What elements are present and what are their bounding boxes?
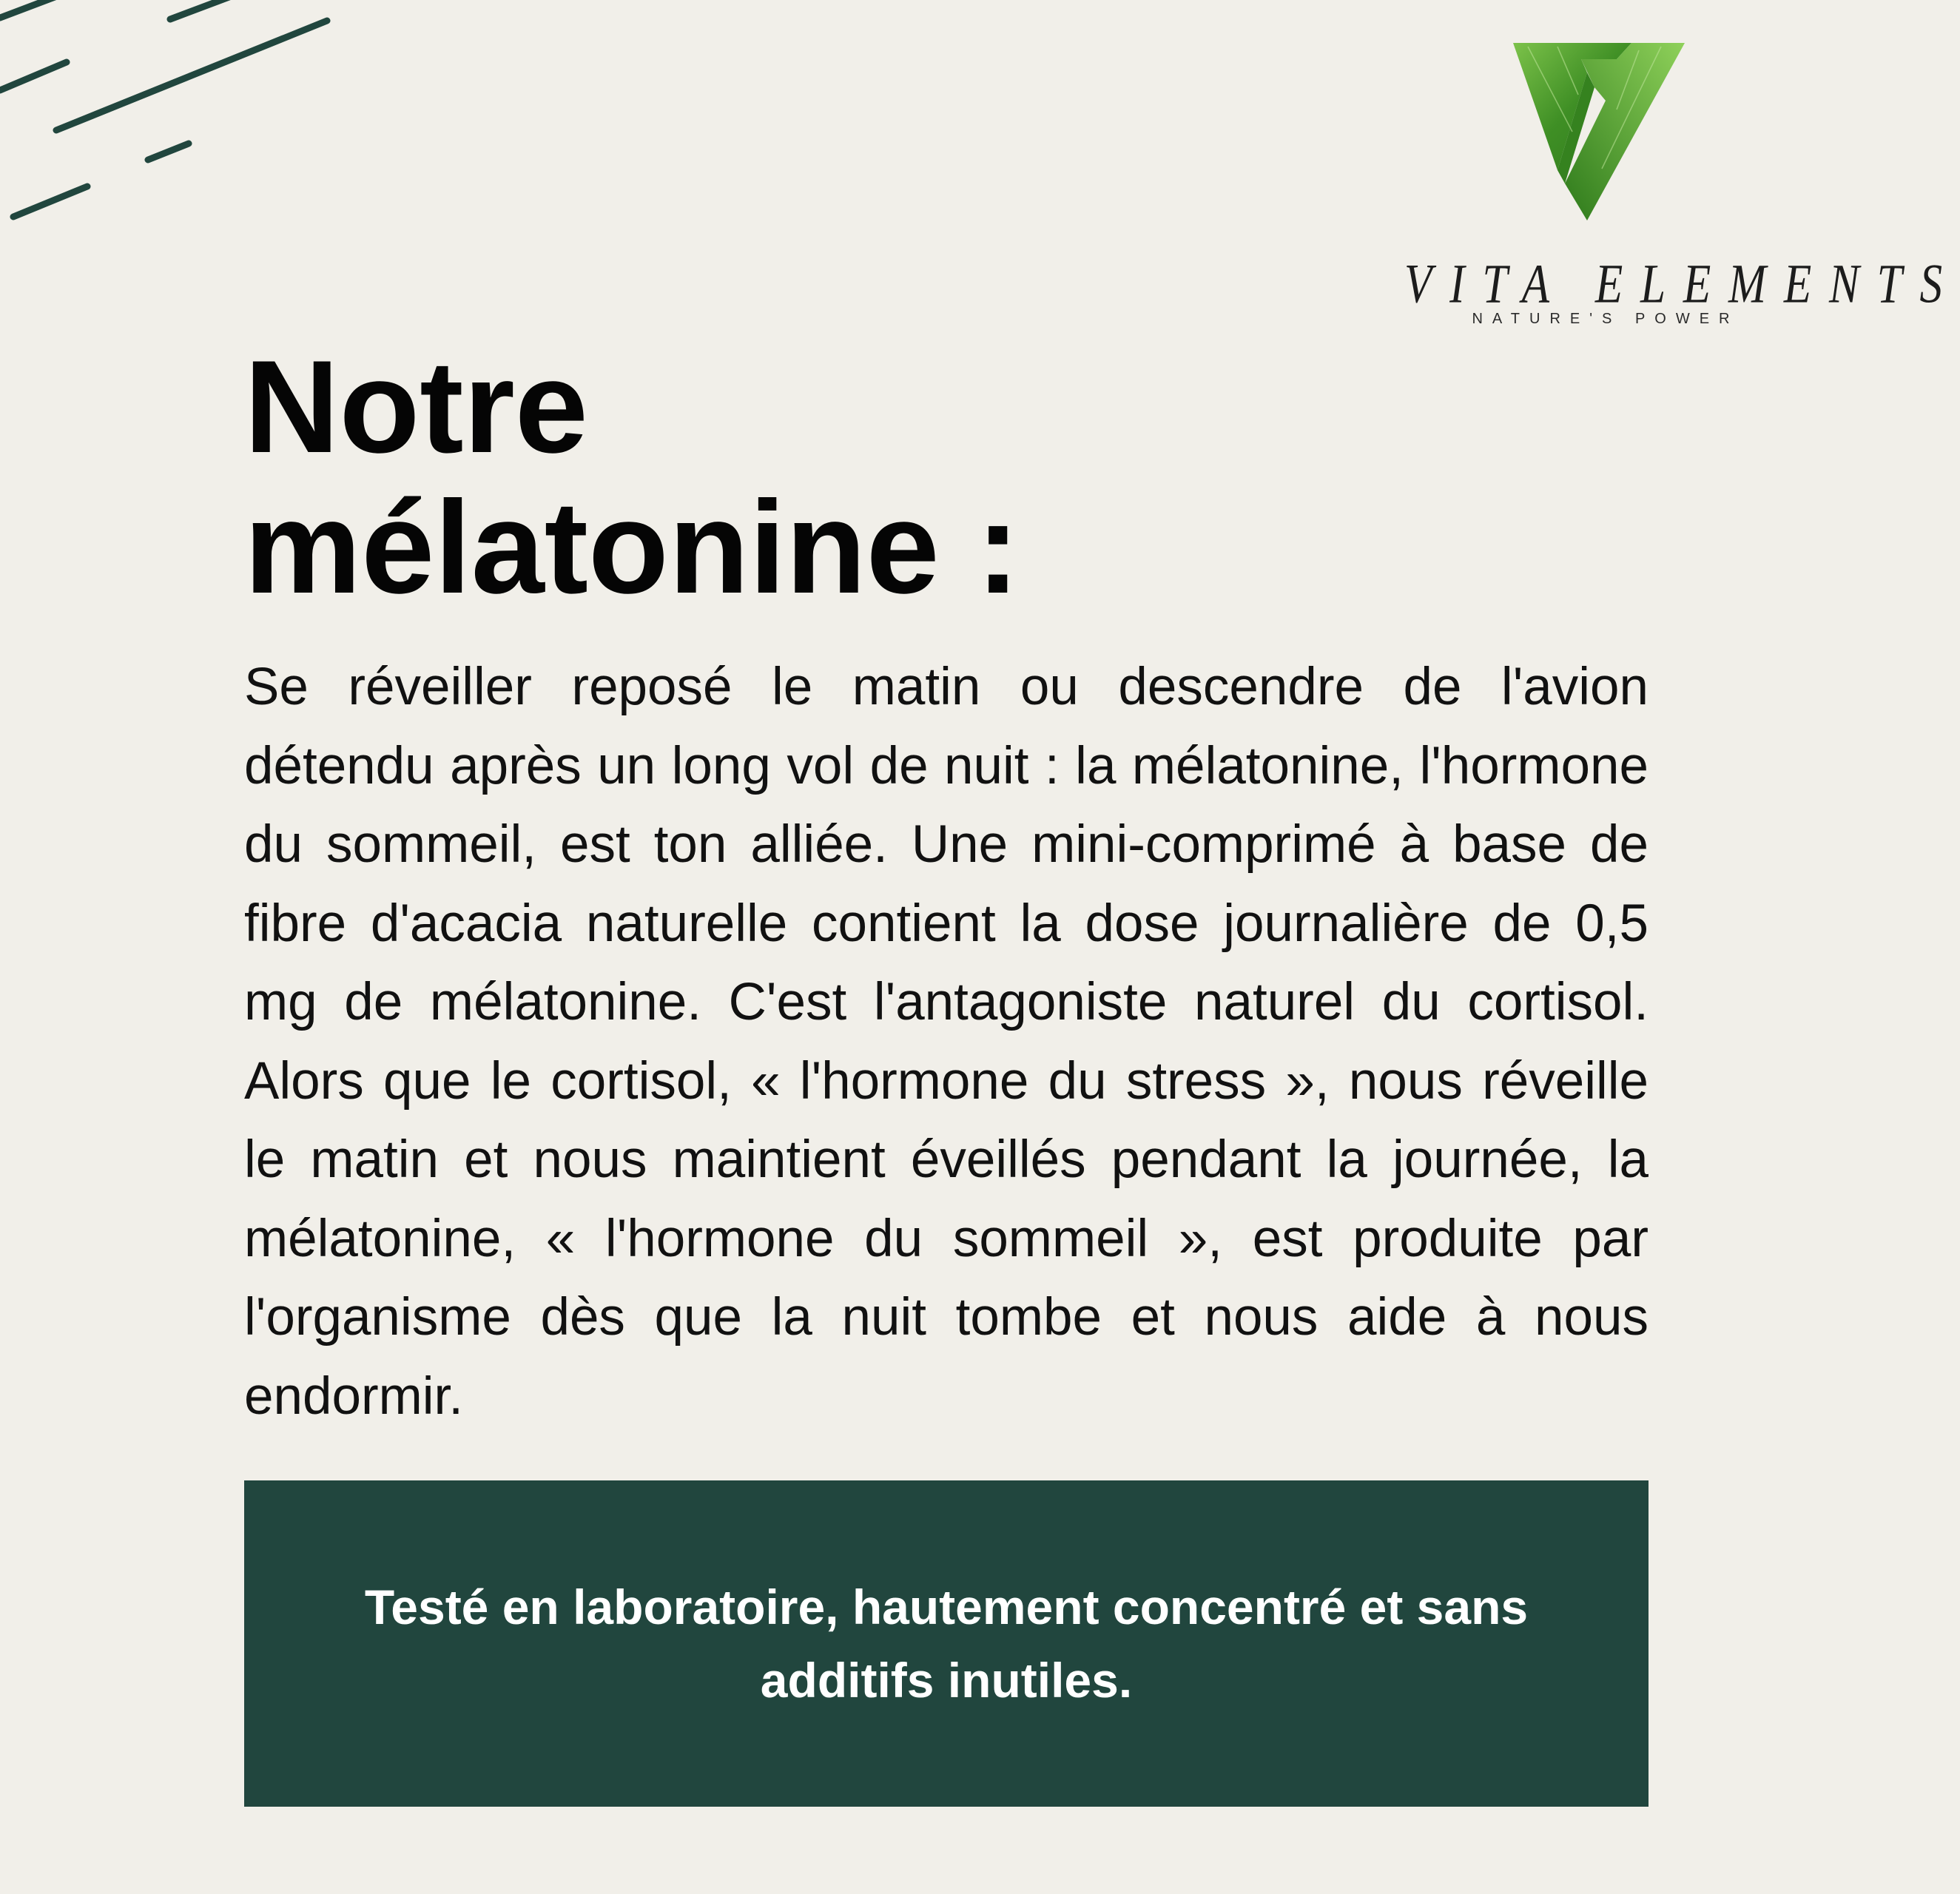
deco-line-3	[0, 62, 67, 90]
deco-line-1	[0, 0, 67, 18]
brand-name: VITA ELEMENTS	[1404, 252, 1960, 315]
page-title-line-2: mélatonine :	[244, 474, 1020, 621]
decorative-lines	[0, 0, 355, 237]
highlight-text: Testé en laboratoire, hautement concentré et sans additifs inutiles.	[364, 1579, 1529, 1708]
deco-line-5	[148, 144, 189, 160]
highlight-box	[244, 1480, 1649, 1807]
deco-line-6	[13, 186, 87, 217]
brand-tagline: NATURE'S POWER	[1472, 311, 1740, 327]
page-title	[244, 333, 1650, 621]
page-title-line-1: Notre	[244, 333, 588, 480]
brand-logo	[1369, 30, 1960, 340]
deco-line-4	[56, 21, 327, 130]
deco-line-2	[170, 0, 233, 19]
body-paragraph: Se réveiller reposé le matin ou descendre de l'avion détendu après un long vol de nuit : la mélatonine, l'hormone du sommeil, est ton alliée. Une mini-comprimé à base de fibre d'acacia naturelle contient la dose journalière de 0,5 mg de mélatonine. C'est l'antagoniste naturel du cortisol. Alors que le cortisol, « l'hormone du stress », nous réveille le matin et nous maintient éveillés pendant la journée, la mélatonine, « l'hormone du sommeil », est produite par l'organisme dès que la nuit tombe et nous aide à nous endormir.	[244, 658, 1649, 1426]
leaf-triangle-logo-icon	[1513, 43, 1698, 235]
